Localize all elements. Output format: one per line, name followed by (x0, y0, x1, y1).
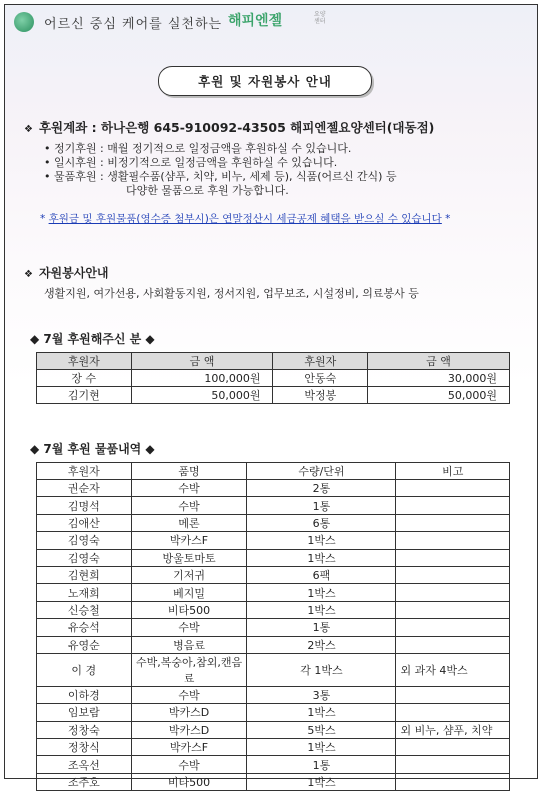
donor-cell: 권순자 (37, 480, 132, 497)
page-title: 후원 및 자원봉사 안내 (158, 66, 372, 96)
item-cell: 박카스F (131, 739, 247, 756)
note-cell (396, 584, 510, 601)
table-header-row: 후원자 품명 수량/단위 비고 (37, 463, 510, 480)
note-cell (396, 549, 510, 566)
quantity-cell: 1박스 (247, 704, 396, 721)
note-cell (396, 532, 510, 549)
item-cell: 수박 (131, 756, 247, 773)
quantity-cell: 2박스 (247, 636, 396, 653)
table-row (37, 497, 510, 514)
table-row (37, 773, 510, 790)
table-row (37, 739, 510, 756)
table-row (37, 704, 510, 721)
list-item: • 물품후원 : 생활필수품(샴푸, 치약, 비누, 세제 등), 식품(어르신 간식) 등 (44, 170, 397, 183)
note-cell: 외 과자 4박스 (396, 653, 510, 686)
donor-cell: 이 경 (37, 653, 132, 686)
item-cell: 수박 (131, 686, 247, 703)
donor-cell: 유영순 (37, 636, 132, 653)
item-cell: 수박 (131, 480, 247, 497)
table-row: 장 수 100,000원 안동숙 30,000원 (37, 370, 510, 387)
quantity-cell: 6팩 (247, 566, 396, 583)
item-cell: 기저귀 (131, 566, 247, 583)
quantity-cell: 1통 (247, 619, 396, 636)
header-bar (10, 8, 530, 36)
item-cell: 수박 (131, 497, 247, 514)
donor-cell: 김애산 (37, 514, 132, 531)
quantity-cell: 1통 (247, 756, 396, 773)
note-cell (396, 619, 510, 636)
table-row (37, 653, 510, 686)
table-row: 김기현 50,000원 박정봉 50,000원 (37, 387, 510, 404)
table-row (37, 601, 510, 618)
volunteer-text: 생활지원, 여가선용, 사회활동지원, 정서지원, 업무보조, 시설정비, 의료봉사 등 (44, 287, 419, 300)
brand-subtitle: 요양센터 (314, 11, 326, 25)
tax-notice-text: 후원금 및 후원물품(영수증 첨부시)은 연말정산시 세금공제 혜택을 받으실 수 있습니다 (48, 213, 442, 225)
item-cell: 수박,복숭아,참외,캔음료 (131, 653, 247, 686)
quantity-cell: 1박스 (247, 584, 396, 601)
note-cell (396, 514, 510, 531)
note-cell (396, 497, 510, 514)
note-cell (396, 756, 510, 773)
quantity-cell: 1박스 (247, 532, 396, 549)
goods-heading: ◆ 7월 후원 물품내역 ◆ (30, 442, 155, 456)
table-row (37, 721, 510, 738)
logo-icon (14, 12, 34, 32)
item-cell: 박카스D (131, 721, 247, 738)
note-cell (396, 739, 510, 756)
quantity-cell: 1박스 (247, 773, 396, 790)
donor-cell: 임보람 (37, 704, 132, 721)
item-cell: 수박 (131, 619, 247, 636)
list-item: • 일시후원 : 비정기적으로 일정금액을 후원하실 수 있습니다. (44, 156, 338, 169)
account-line (24, 118, 434, 136)
table-row (37, 584, 510, 601)
donor-cell: 조주호 (37, 773, 132, 790)
list-item: • 정기후원 : 매월 정기적으로 일정금액을 후원하실 수 있습니다. (44, 142, 352, 155)
quantity-cell: 1통 (247, 497, 396, 514)
donor-cell: 조옥선 (37, 756, 132, 773)
table-row (37, 636, 510, 653)
table-row (37, 514, 510, 531)
volunteer-heading: ❖ 자원봉사안내 (24, 266, 109, 280)
item-cell: 비타500 (131, 773, 247, 790)
goods-table (36, 462, 510, 791)
quantity-cell: 각 1박스 (247, 653, 396, 686)
item-cell: 비타500 (131, 601, 247, 618)
donor-cell: 유승석 (37, 619, 132, 636)
donor-cell: 이하경 (37, 686, 132, 703)
table-row (37, 566, 510, 583)
item-cell: 베지밀 (131, 584, 247, 601)
quantity-cell: 3통 (247, 686, 396, 703)
brand-name: 해피엔젤 (228, 13, 283, 29)
table-row (37, 756, 510, 773)
note-cell (396, 480, 510, 497)
table-row (37, 549, 510, 566)
donors-table (36, 352, 510, 404)
donor-cell: 김명석 (37, 497, 132, 514)
tax-notice: * 후원금 및 후원물품(영수증 첨부시)은 연말정산시 세금공제 혜택을 받으실 수 있습니다 * (40, 213, 451, 225)
donor-cell: 김현희 (37, 566, 132, 583)
quantity-cell: 6통 (247, 514, 396, 531)
donor-cell: 노재희 (37, 584, 132, 601)
note-cell (396, 704, 510, 721)
diamond-bullet-icon: ❖ (24, 269, 33, 280)
list-item-continued: 다양한 물품으로 후원 가능합니다. (126, 184, 289, 197)
quantity-cell: 5박스 (247, 721, 396, 738)
donor-cell: 신승철 (37, 601, 132, 618)
donor-cell: 정창숙 (37, 721, 132, 738)
table-row (37, 619, 510, 636)
donor-cell: 김영숙 (37, 549, 132, 566)
note-cell (396, 636, 510, 653)
quantity-cell: 1박스 (247, 739, 396, 756)
donor-cell: 김영숙 (37, 532, 132, 549)
support-types-list (44, 142, 397, 198)
table-row (37, 480, 510, 497)
quantity-cell: 2통 (247, 480, 396, 497)
quantity-cell: 1박스 (247, 549, 396, 566)
table-header-row: 후원자 금 액 후원자 금 액 (37, 353, 510, 370)
note-cell (396, 773, 510, 790)
note-cell: 외 비누, 샴푸, 치약 (396, 721, 510, 738)
table-row (37, 532, 510, 549)
donors-heading: ◆ 7월 후원해주신 분 ◆ (30, 332, 155, 346)
donor-cell: 정창식 (37, 739, 132, 756)
item-cell: 병음료 (131, 636, 247, 653)
header-slogan: 어르신 중심 케어를 실천하는 (44, 17, 223, 32)
account-text: 후원계좌 : 하나은행 645-910092-43505 해피엔젤요양센터(대동점) (38, 120, 435, 135)
item-cell: 메론 (131, 514, 247, 531)
table-row (37, 686, 510, 703)
item-cell: 방울토마토 (131, 549, 247, 566)
quantity-cell: 1박스 (247, 601, 396, 618)
note-cell (396, 686, 510, 703)
item-cell: 박카스D (131, 704, 247, 721)
item-cell: 박카스F (131, 532, 247, 549)
note-cell (396, 566, 510, 583)
note-cell (396, 601, 510, 618)
diamond-bullet-icon: ❖ (24, 124, 33, 135)
